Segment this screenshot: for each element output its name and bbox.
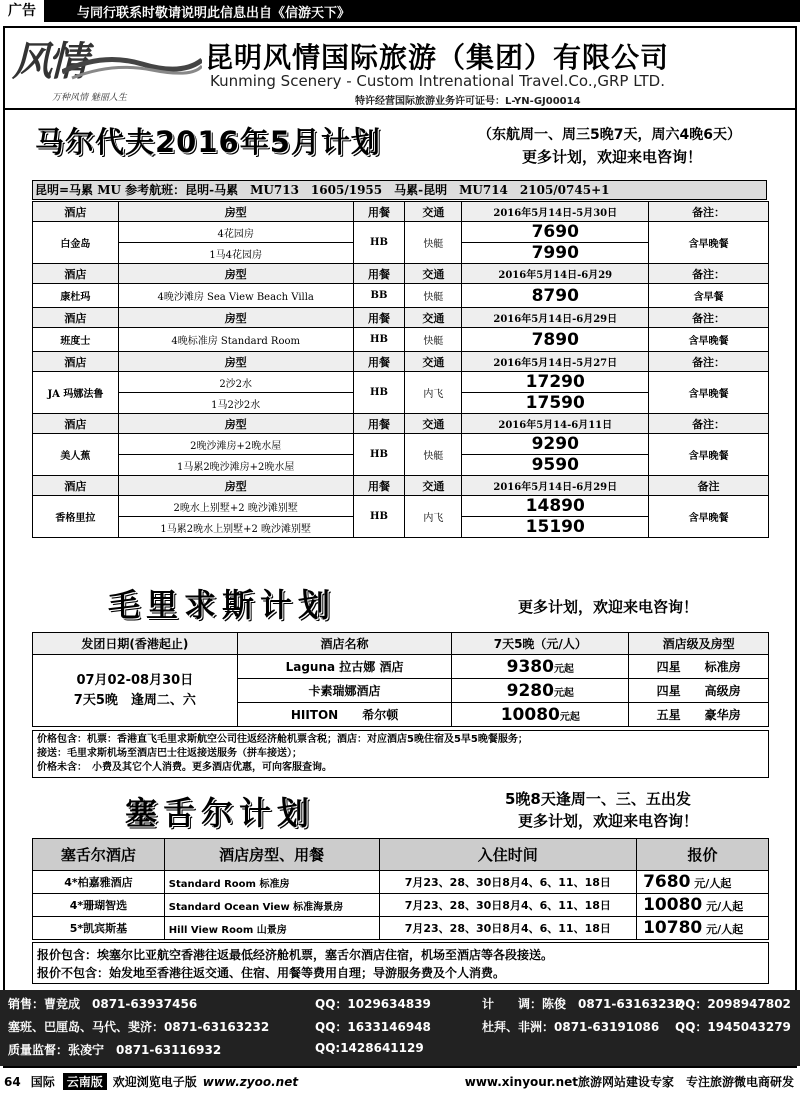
section-label: 国际 [30,1075,55,1089]
maldives-more: 更多计划，欢迎来电咨询！ [522,148,703,166]
contact-qq: QQ:1428641129 [315,1041,424,1055]
mau-room-cell [629,679,769,703]
mau-price: 10080 [500,704,560,725]
sey-price-cell [637,871,769,894]
sey-dates: 7月23、28、30日8月4、6、11、18日 [379,871,637,894]
mld-price: 7890 [462,328,649,352]
mld-note: 含早晚餐 [649,328,769,352]
sey-price: 7680 [643,872,691,892]
mld-note: 含早晚餐 [649,434,769,476]
mau-note-line: 接送：毛里求斯机场至酒店巴士往返接送服务（拼车接送）； [37,748,302,759]
sey-price-cell [637,894,769,917]
mld-room: 1马2沙2水 [118,393,353,414]
sey-hotel: 4*珊瑚智选 [33,894,165,917]
mld-header-hotel: 酒店 [33,414,119,434]
table-row [33,328,769,352]
mau-star: 四星 [656,684,681,698]
mld-header-date: 2016年5月14日-6月29 [462,264,649,284]
mau-note-line: 价格包含：机票：香港直飞毛里求斯航空公司往返经济舱机票含税；酒店：对应酒店5晚住宿及5早5晚餐服务； [37,734,528,745]
mau-room: 豪华房 [704,708,741,722]
seychelles-more: 更多计划，欢迎来电咨询！ [518,812,699,830]
mau-room-cell [629,655,769,679]
mld-room: 2晚沙滩房+2晚水屋 [118,434,353,455]
seychelles-title: 塞舌尔计划 [125,794,316,832]
mld-meal: HB [353,434,405,476]
maldives-header-row [33,352,769,372]
mld-note: 含早晚餐 [649,372,769,414]
mld-room: 2晚水上别墅+2 晚沙滩别墅 [118,496,353,517]
top-banner [0,0,800,22]
mauritius-more: 更多计划，欢迎来电咨询！ [518,598,699,616]
mauritius-notes [32,730,769,778]
mau-price-cell [452,703,629,727]
mld-header-room: 房型 [118,264,353,284]
flight-info: 昆明=马累 MU 参考航班：昆明-马累 MU713 1605/1955 马累-昆明 MU714 2105/0745+1 [32,180,767,200]
mld-header-meal: 用餐 [353,202,405,222]
mld-header-date: 2016年5月14日-6月29日 [462,308,649,328]
sey-unit: 元/人起 [706,900,744,913]
sey-unit: 元/人起 [694,877,732,890]
mld-hotel: JA 玛娜法鲁 [33,372,119,414]
mld-price: 9590 [462,455,649,476]
mau-date-cell [33,655,238,727]
mld-hotel: 美人蕉 [33,434,119,476]
company-name-cn: 昆明风情国际旅游（集团）有限公司 [205,41,670,74]
sey-dates: 7月23、28、30日8月4、6、11、18日 [379,917,637,940]
mld-hotel: 康杜玛 [33,284,119,308]
mauritius-table [32,632,769,727]
mld-note: 含早晚餐 [649,222,769,264]
mld-price: 14890 [462,496,649,517]
table-row [33,496,769,517]
maldives-header-row [33,308,769,328]
ad-label: 广告 [0,0,47,22]
source-note: 与同行联系时敬请说明此信息出自《信游天下》 [77,5,351,21]
mld-header-transport: 交通 [405,264,462,284]
footer-sponsor[interactable]: www.xinyour.net旅游网站建设专家 专注旅游微电商研发 [464,1075,794,1089]
sey-header-room: 酒店房型、用餐 [164,839,379,871]
mld-header-meal: 用餐 [353,308,405,328]
mld-transport: 内飞 [405,496,462,538]
sey-room: Standard Room 标准房 [164,871,379,894]
mld-header-note: 备注： [649,352,769,372]
sey-note-line: 报价不包含：始发地至香港往返交通、住宿、用餐等费用自理；导游服务费及个人消费。 [37,966,506,980]
mld-transport: 内飞 [405,372,462,414]
table-row [33,222,769,243]
sey-header-hotel: 塞舌尔酒店 [33,839,165,871]
mld-price: 17590 [462,393,649,414]
mld-meal: HB [353,222,405,264]
page-footer [0,1070,800,1093]
mld-header-hotel: 酒店 [33,202,119,222]
mau-price: 9380 [506,656,554,677]
mau-date-days: 7天5晚 逢周二、六 [73,692,196,708]
mau-price-cell [452,679,629,703]
sey-header-price: 报价 [637,839,769,871]
mau-price: 9280 [506,680,554,701]
mau-unit: 元起 [553,687,574,699]
table-row [33,372,769,393]
mld-price: 7990 [462,243,649,264]
mau-room: 标准房 [704,660,741,674]
contact-quality: 质量监督：张凌宁 0871-63116932 [8,1043,222,1057]
mld-transport: 快艇 [405,222,462,264]
mld-header-transport: 交通 [405,308,462,328]
mau-hotel: 卡素瑞娜酒店 [237,679,452,703]
mau-room: 高级房 [704,684,741,698]
mld-price: 17290 [462,372,649,393]
contact-ops: 计 调：陈俊 0871-63163232 [482,997,684,1011]
table-row [33,871,769,894]
sey-header-dates: 入住时间 [379,839,637,871]
header-divider [5,108,795,110]
mld-meal: BB [353,284,405,308]
logo-script: 风情 [12,38,84,85]
sey-price: 10080 [643,895,703,915]
mld-header-room: 房型 [118,202,353,222]
maldives-header-row [33,264,769,284]
mld-price: 15190 [462,517,649,538]
mld-header-hotel: 酒店 [33,476,119,496]
mld-header-room: 房型 [118,308,353,328]
mld-room: 1马4花园房 [118,243,353,264]
mau-header-price: 7天5晚（元/人） [452,633,629,655]
mau-date-range: 07月02-08月30日 [76,672,194,688]
mld-room: 4晚标准房 Standard Room [118,328,353,352]
mld-header-transport: 交通 [405,476,462,496]
table-row [33,917,769,940]
contact-dubai: 杜拜、非洲：0871-63191086 [482,1020,660,1034]
mld-header-room: 房型 [118,476,353,496]
mld-header-note: 备注： [649,414,769,434]
mau-room-cell [629,703,769,727]
table-row [33,284,769,308]
mld-price: 7690 [462,222,649,243]
mld-room: 1马累2晚水上别墅+2 晚沙滩别墅 [118,517,353,538]
mau-header-hotel: 酒店名称 [237,633,452,655]
mld-header-note: 备注： [649,308,769,328]
contact-islands: 塞班、巴厘岛、马代、斐济：0871-63163232 [8,1020,270,1034]
mld-note: 含早晚餐 [649,496,769,538]
mld-header-note: 备注 [649,476,769,496]
contact-qq: QQ：1945043279 [675,1020,791,1034]
company-logo [12,30,202,105]
mld-header-room: 房型 [118,352,353,372]
mau-header-room: 酒店级及房型 [629,633,769,655]
sey-dates: 7月23、28、30日8月4、6、11、18日 [379,894,637,917]
mau-unit: 元起 [559,711,580,723]
mld-header-hotel: 酒店 [33,308,119,328]
maldives-header-row [33,414,769,434]
mau-price-cell [452,655,629,679]
mld-room: 2沙2水 [118,372,353,393]
mld-header-date: 2016年5月14日-5月27日 [462,352,649,372]
footer-note: 欢迎浏览电子版 [112,1075,197,1089]
mld-header-transport: 交通 [405,352,462,372]
footer-website[interactable]: www.zyoo.net [202,1074,299,1089]
logo-tagline: 万种风情 魅丽人生 [52,93,127,103]
mld-room: 1马累2晚沙滩房+2晚水屋 [118,455,353,476]
mld-header-note: 备注： [649,264,769,284]
mld-header-date: 2016年5月14-6月11日 [462,414,649,434]
mld-header-hotel: 酒店 [33,352,119,372]
mau-star: 四星 [656,660,681,674]
mld-header-date: 2016年5月14日-6月29日 [462,476,649,496]
mld-hotel: 班度士 [33,328,119,352]
company-name-en: Kunming Scenery - Custom Intrenational Travel.Co.,GRP LTD. [210,72,665,90]
mld-meal: HB [353,372,405,414]
mld-header-room: 房型 [118,414,353,434]
mld-note: 含早餐 [649,284,769,308]
mld-header-note: 备注： [649,202,769,222]
mau-unit: 元起 [553,663,574,675]
sey-room: Standard Ocean View 标准海景房 [164,894,379,917]
mld-header-meal: 用餐 [353,264,405,284]
seychelles-schedule: 5晚8天逢周一、三、五出发 [505,790,691,808]
mld-header-meal: 用餐 [353,414,405,434]
region-label: 云南版 [63,1073,107,1090]
mld-hotel: 白金岛 [33,222,119,264]
seychelles-table [32,838,769,940]
mld-transport: 快艇 [405,328,462,352]
contact-qq: QQ：1029634839 [315,997,431,1011]
mld-header-meal: 用餐 [353,352,405,372]
sey-room: Hill View Room 山景房 [164,917,379,940]
mau-hotel: Laguna 拉古娜 酒店 [237,655,452,679]
mld-transport: 快艇 [405,284,462,308]
sey-unit: 元/人起 [706,923,744,936]
mld-header-hotel: 酒店 [33,264,119,284]
logo-swoosh-icon [62,52,202,82]
mld-hotel: 香格里拉 [33,496,119,538]
contact-qq: QQ：1633146948 [315,1020,431,1034]
contact-bar [0,990,800,1066]
sey-price: 10780 [643,918,703,938]
sey-note-line: 报价包含：埃塞尔比亚航空香港往返最低经济舱机票，塞舌尔酒店住宿，机场至酒店等各段接送。 [37,948,554,962]
license-number: 特许经营国际旅游业务许可证号：L-YN-GJ00014 [355,96,581,107]
maldives-header-row [33,202,769,222]
mau-note-line: 价格未含： 小费及其它个人消费。更多酒店优惠，可向客服查询。 [37,762,332,773]
maldives-schedule: （东航周一、周三5晚7天，周六4晚6天） [478,127,741,143]
seychelles-notes [32,942,769,984]
sey-price-cell [637,917,769,940]
mld-room: 4晚沙滩房 Sea View Beach Villa [118,284,353,308]
sey-hotel: 4*柏嘉雅酒店 [33,871,165,894]
mld-transport: 快艇 [405,434,462,476]
mld-meal: HB [353,328,405,352]
sey-hotel: 5*凯宾斯基 [33,917,165,940]
mld-header-transport: 交通 [405,202,462,222]
table-row [33,434,769,455]
maldives-table [32,201,769,538]
mld-room: 4花园房 [118,222,353,243]
maldives-header-row [33,476,769,496]
mau-star: 五星 [656,708,681,722]
mld-header-transport: 交通 [405,414,462,434]
mld-price: 8790 [462,284,649,308]
mld-meal: HB [353,496,405,538]
table-row [33,894,769,917]
mld-price: 9290 [462,434,649,455]
mau-hotel: HIITON 希尔顿 [237,703,452,727]
maldives-title: 马尔代夫2016年5月计划 [35,125,381,159]
page-number: 64 [4,1074,21,1089]
mau-header-date: 发团日期(香港起止) [33,633,238,655]
mld-header-date: 2016年5月14日-5月30日 [462,202,649,222]
mauritius-title: 毛里求斯计划 [108,586,337,624]
mld-header-meal: 用餐 [353,476,405,496]
contact-sales: 销售：曹竞成 0871-63937456 [8,997,198,1011]
contact-qq: QQ：2098947802 [675,997,791,1011]
